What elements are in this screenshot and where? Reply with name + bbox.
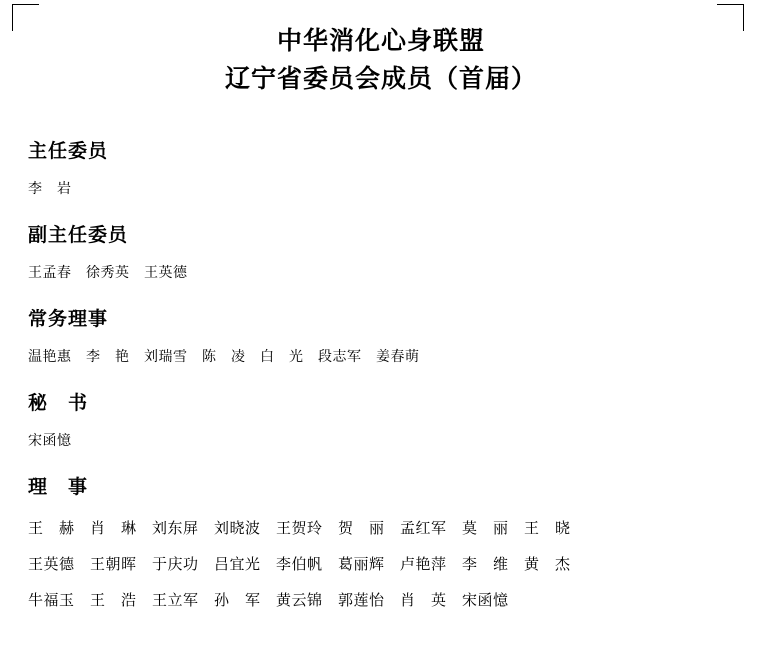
section-names-directors	[28, 510, 762, 618]
section-heading-vice-chairman: 副主任委员	[28, 224, 129, 246]
section-names-vice-chairman: 王孟春 徐秀英 王英德	[28, 265, 188, 281]
section-directors	[28, 470, 762, 618]
section-vice-chairman	[28, 218, 762, 288]
document-title	[0, 0, 762, 98]
section-heading-secretary: 秘 书	[28, 392, 89, 414]
crop-mark-top-right	[717, 4, 744, 31]
names-row: 牛福玉 王 浩 王立军 孙 军 黄云锦 郭莲怡 肖 英 宋函憶	[28, 591, 509, 609]
section-heading-standing-directors: 常务理事	[28, 308, 109, 330]
document-body	[0, 134, 762, 618]
names-row: 王 赫 肖 琳 刘东屏 刘晓波 王贺玲 贺 丽 孟红军 莫 丽 王 晓	[28, 519, 571, 537]
section-secretary	[28, 386, 762, 456]
title-line-2: 辽宁省委员会成员（首届）	[224, 64, 537, 93]
crop-mark-top-left	[12, 4, 39, 31]
section-heading-chairman: 主任委员	[28, 140, 109, 162]
section-names-secretary: 宋函憶	[28, 433, 72, 449]
names-row: 王英德 王朝晖 于庆功 吕宜光 李伯帆 葛丽辉 卢艳萍 李 维 黄 杰	[28, 555, 571, 573]
title-line-1: 中华消化心身联盟	[276, 26, 485, 55]
section-heading-directors: 理 事	[28, 476, 89, 498]
section-chairman	[28, 134, 762, 204]
section-names-standing-directors: 温艳惠 李 艳 刘瑞雪 陈 凌 白 光 段志军 姜春萌	[28, 349, 420, 365]
section-names-chairman: 李 岩	[28, 181, 72, 197]
section-standing-directors	[28, 302, 762, 372]
